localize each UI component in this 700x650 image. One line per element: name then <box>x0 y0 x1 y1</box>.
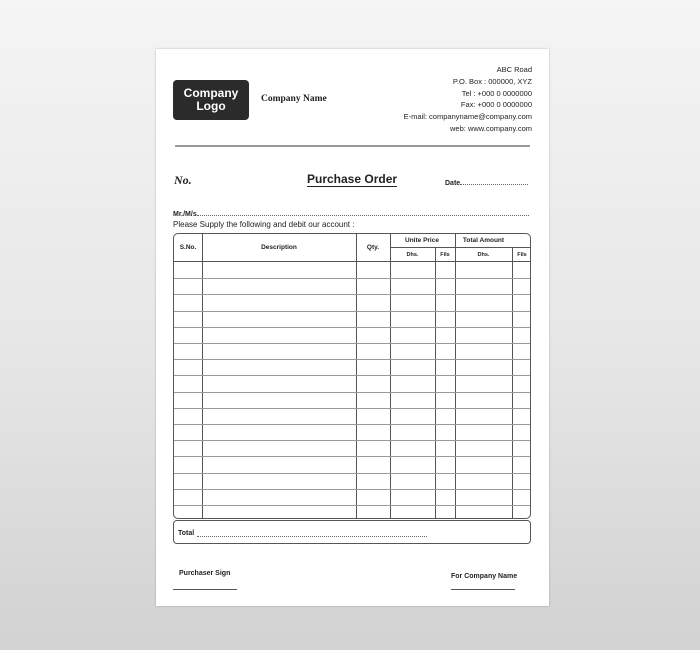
table-row <box>174 343 530 344</box>
address-line: Tel : +000 0 0000000 <box>461 88 532 98</box>
table-row <box>174 392 530 393</box>
table-row <box>174 505 530 506</box>
header-sno: S.No. <box>179 244 197 251</box>
recipient-label: Mr./M/s <box>173 211 197 218</box>
company-logo <box>173 80 249 120</box>
total-fill-line <box>197 536 427 537</box>
table-row <box>174 489 530 490</box>
header-total-dhs: Dhs. <box>477 252 490 258</box>
column-divider <box>512 247 513 518</box>
table-row <box>174 408 530 409</box>
table-row <box>174 359 530 360</box>
table-row <box>174 456 530 457</box>
document-title: Purchase Order <box>307 172 398 186</box>
header-unit-dhs: Dhs. <box>406 252 419 258</box>
address-line: Fax: +000 0 0000000 <box>460 100 532 110</box>
purchaser-sign-line <box>173 589 237 590</box>
table-row <box>174 278 530 279</box>
table-row <box>174 440 530 441</box>
total-label: Total <box>178 530 195 537</box>
purchaser-sign-label: Purchaser Sign <box>179 570 231 577</box>
date-fill-line <box>460 178 528 185</box>
column-divider <box>435 247 436 518</box>
address-line: E-mail: companyname@company.com <box>403 112 532 122</box>
table-row <box>174 375 530 376</box>
header-unit-fils: Fils <box>440 252 450 258</box>
supply-instruction: Please Supply the following and debit our account : <box>173 220 355 229</box>
company-address <box>404 64 532 135</box>
recipient-fill-line <box>197 209 529 216</box>
table-row <box>174 311 530 312</box>
header-total-fils: Fils <box>517 252 527 258</box>
table-row <box>174 327 530 328</box>
logo-line1: Company <box>183 86 239 100</box>
total-box <box>173 520 531 544</box>
address-line: web: www.company.com <box>450 123 532 133</box>
table-row <box>174 424 530 425</box>
logo-line2: Logo <box>196 99 226 113</box>
order-number-label: No. <box>174 173 192 187</box>
address-line: ABC Road <box>496 65 532 74</box>
header-unit-price: Unite Price <box>405 237 439 244</box>
header-subdivider <box>390 247 531 248</box>
header-total-amount: Total Amount <box>462 237 505 244</box>
purchase-order-sheet <box>156 49 549 606</box>
company-sign-line <box>451 589 515 590</box>
header-description: Description <box>261 244 297 251</box>
address-line: P.O. Box : 000000, XYZ <box>452 76 532 86</box>
table-row <box>174 473 530 474</box>
header-qty: Qty. <box>366 244 380 251</box>
order-items-table <box>173 233 531 519</box>
date-label: Date <box>445 180 461 187</box>
for-company-label: For Company Name <box>451 573 518 580</box>
table-row <box>174 294 530 295</box>
header-divider <box>175 145 530 147</box>
date-field <box>445 178 531 187</box>
table-header <box>174 234 530 262</box>
recipient-field <box>173 209 531 218</box>
company-name: Company Name <box>261 94 327 104</box>
